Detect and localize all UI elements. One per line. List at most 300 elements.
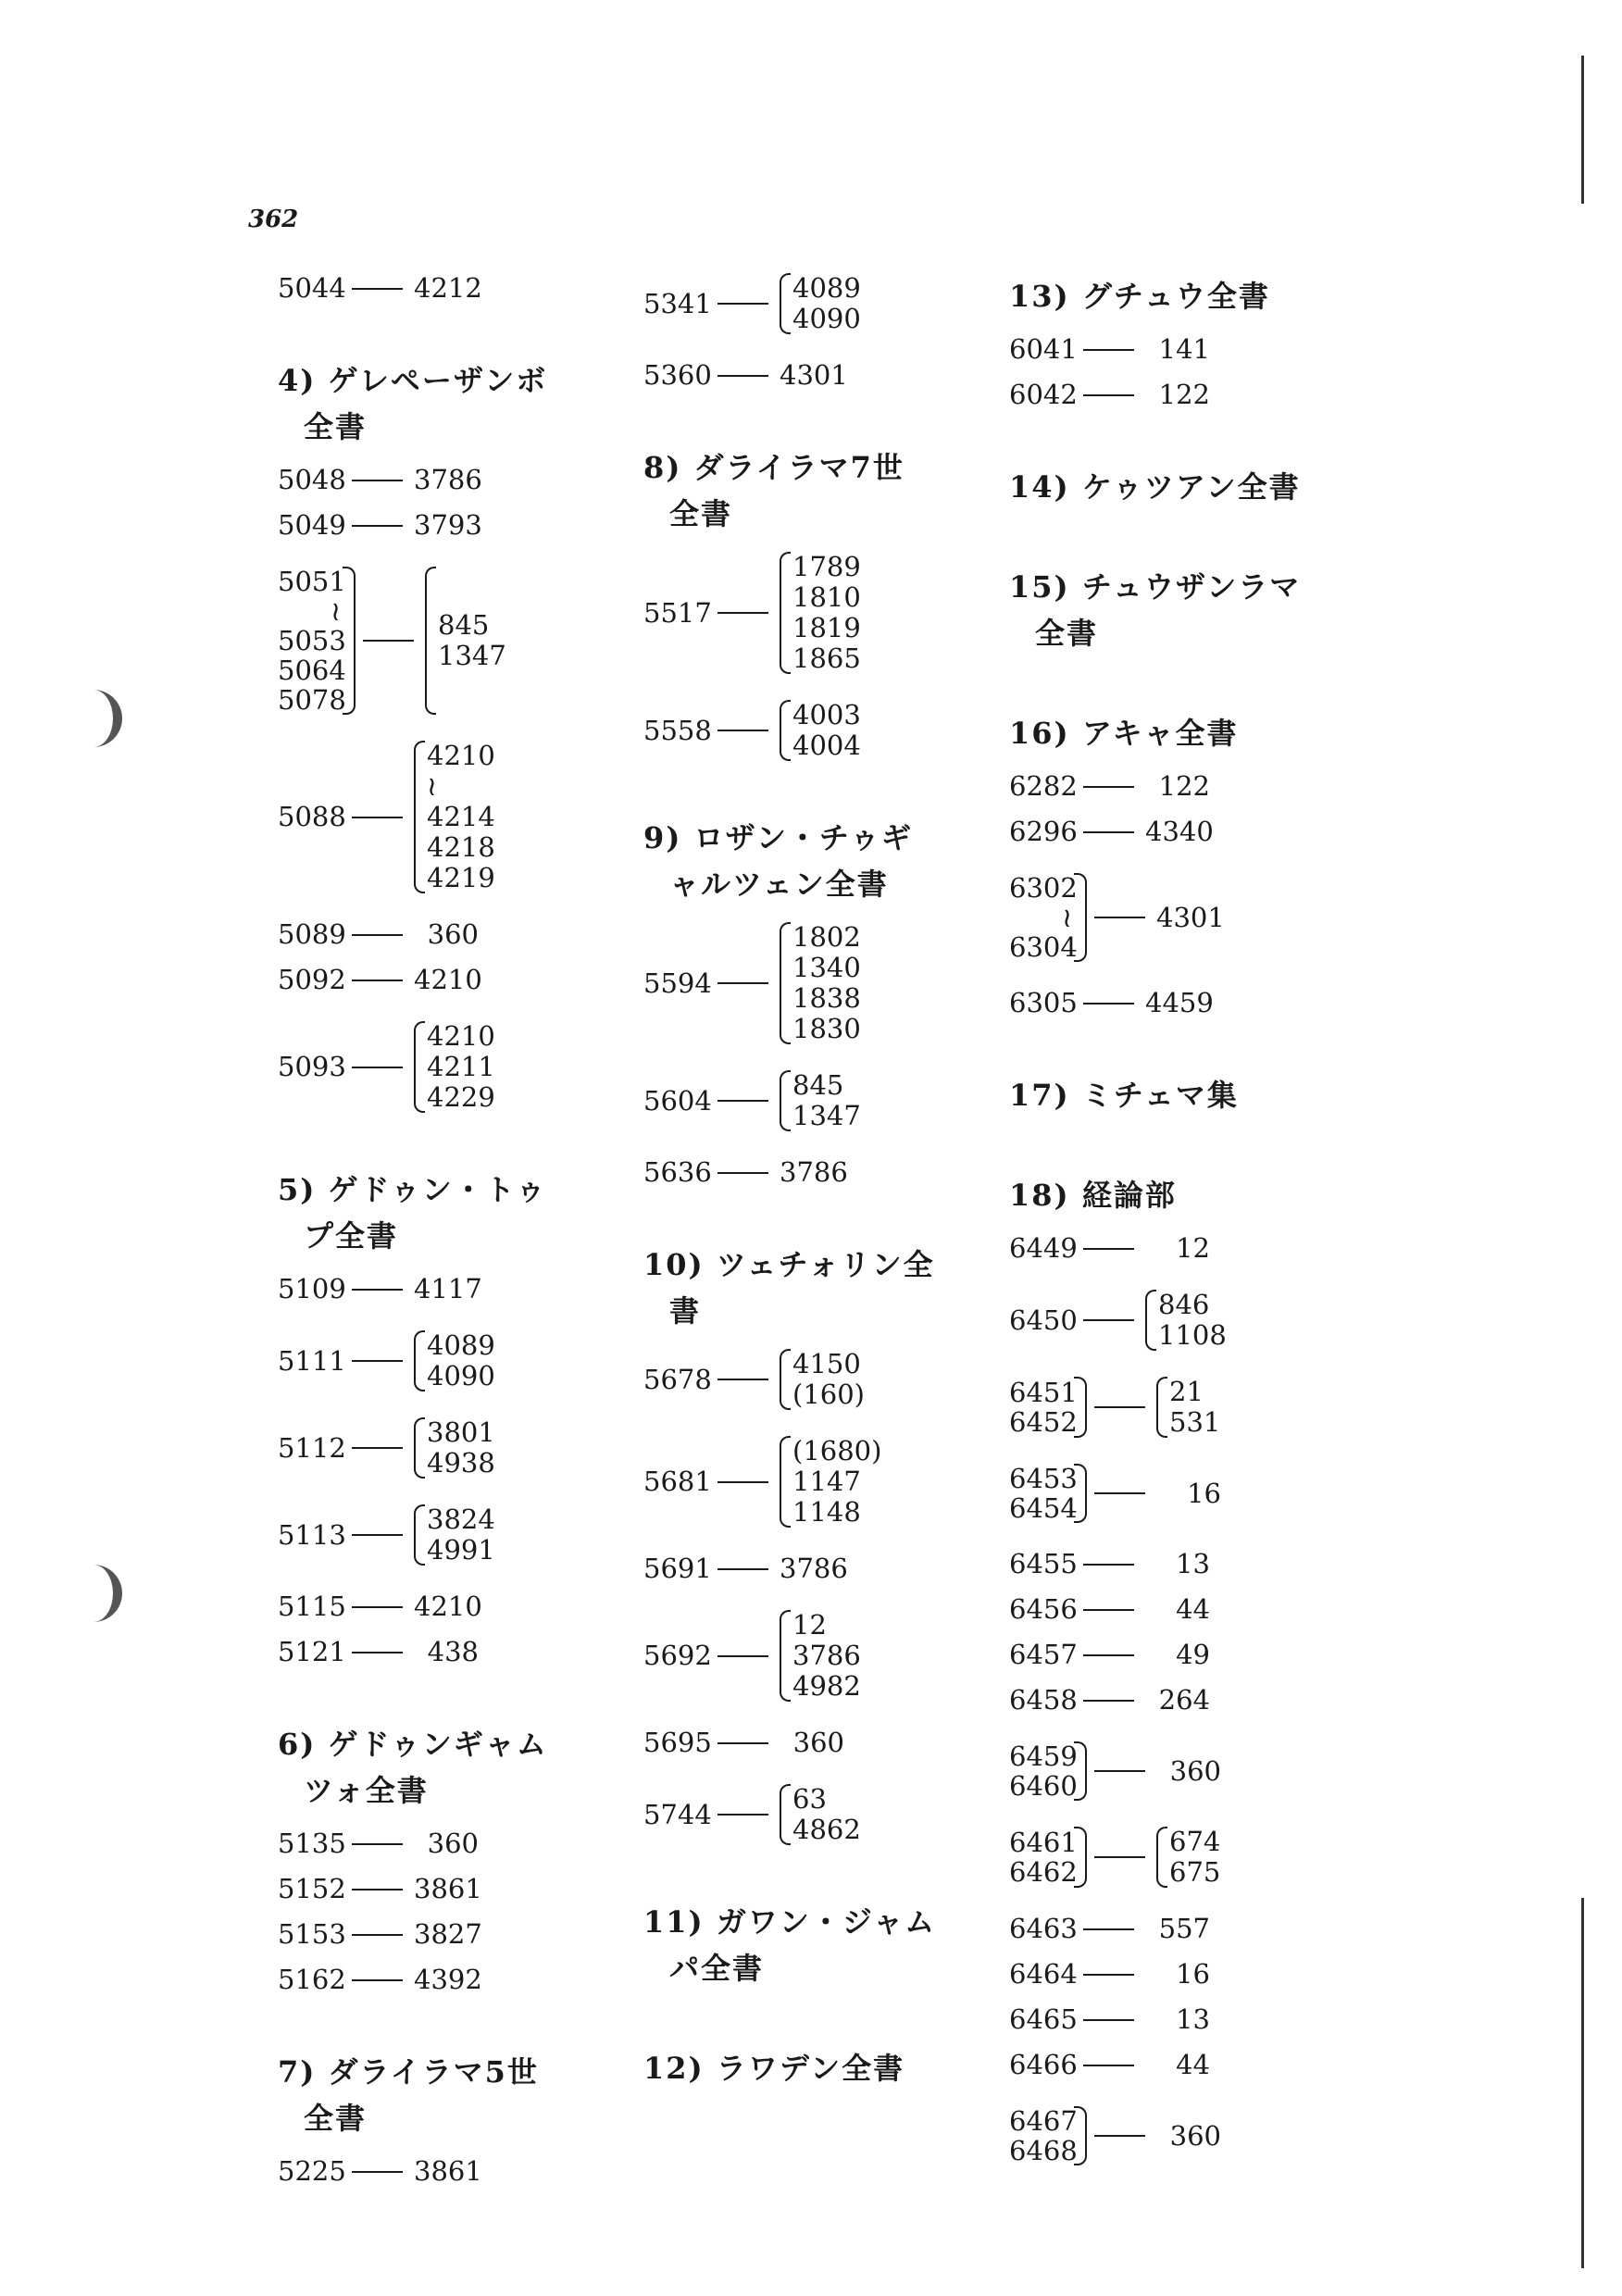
target-number: 4219 xyxy=(427,862,495,893)
source-number: 6450 xyxy=(1009,1304,1078,1336)
source-number: 6304 xyxy=(1009,931,1078,963)
source-number: 6459 xyxy=(1009,1741,1078,1772)
source-numbers xyxy=(278,1918,346,1950)
target-number: 845 xyxy=(792,1069,844,1101)
connector-dash xyxy=(352,1067,403,1068)
index-entry xyxy=(278,1965,639,1995)
index-entry xyxy=(1009,1377,1370,1438)
target-number: 3827 xyxy=(414,1918,482,1950)
source-number: 5636 xyxy=(643,1156,712,1188)
source-number: 5152 xyxy=(278,1873,346,1904)
source-numbers xyxy=(278,1964,346,1995)
target-number: 141 xyxy=(1158,333,1210,365)
target-brace xyxy=(414,741,425,893)
target-numbers xyxy=(792,273,861,334)
index-entry xyxy=(643,1070,1004,1131)
source-numbers xyxy=(643,1466,712,1497)
target-number: 4991 xyxy=(427,1534,495,1566)
section-heading xyxy=(278,2049,639,2141)
target-number: 3861 xyxy=(414,1873,482,1904)
heading-line: 全書 xyxy=(669,496,733,531)
source-number: 6457 xyxy=(1009,1639,1078,1670)
source-number: 6453 xyxy=(1009,1463,1078,1494)
heading-line: プ全書 xyxy=(304,1218,399,1254)
index-entry xyxy=(1009,1549,1370,1579)
connector-dash xyxy=(352,1843,403,1845)
column-left xyxy=(278,273,639,2187)
target-number: 4218 xyxy=(427,831,495,863)
target-brace xyxy=(780,922,791,1044)
target-number: 4938 xyxy=(427,1447,495,1479)
source-number: 5109 xyxy=(278,1273,346,1304)
source-brace xyxy=(343,567,356,715)
target-number: 1108 xyxy=(1158,1319,1227,1351)
section-heading xyxy=(643,1899,1004,1991)
connector-dash xyxy=(717,1172,768,1174)
source-number: 6460 xyxy=(1009,1770,1078,1802)
source-number: 5051 xyxy=(278,566,346,597)
target-numbers xyxy=(1156,1479,1221,1509)
scan-edge-line xyxy=(1581,56,1584,204)
source-numbers xyxy=(278,464,346,495)
source-numbers xyxy=(643,1553,712,1584)
source-number: 5692 xyxy=(643,1640,712,1671)
index-entry xyxy=(278,1637,639,1667)
target-brace xyxy=(414,1504,425,1566)
target-number: 21 xyxy=(1169,1376,1204,1407)
target-numbers xyxy=(1169,1827,1220,1888)
target-numbers xyxy=(792,922,861,1044)
source-numbers xyxy=(278,1828,346,1859)
target-brace xyxy=(414,1021,425,1113)
target-numbers xyxy=(1145,1685,1210,1716)
target-numbers xyxy=(1145,1914,1210,1944)
source-numbers xyxy=(1009,987,1078,1018)
target-number: 4340 xyxy=(1145,816,1214,847)
index-entry xyxy=(1009,1741,1370,1801)
index-entry xyxy=(278,1591,639,1622)
connector-dash xyxy=(1083,349,1134,351)
target-number: 122 xyxy=(1158,379,1210,410)
heading-line: 12) ラワデン全書 xyxy=(643,2051,905,2086)
source-number: 5093 xyxy=(278,1051,346,1082)
target-number: 1865 xyxy=(792,643,861,674)
target-number: 4862 xyxy=(792,1814,861,1845)
target-numbers xyxy=(1145,1549,1210,1579)
source-number: ≀ xyxy=(331,595,341,627)
connector-dash xyxy=(1083,1700,1134,1702)
connector-dash xyxy=(352,480,403,481)
source-numbers xyxy=(278,1344,346,1377)
target-brace xyxy=(780,1349,791,1410)
index-entry xyxy=(1009,1290,1370,1351)
target-number: 4229 xyxy=(427,1081,495,1113)
section-heading xyxy=(1009,564,1370,656)
target-number: 557 xyxy=(1158,1913,1210,1944)
source-number: 5558 xyxy=(643,714,712,746)
source-numbers xyxy=(643,967,712,999)
heading-line: 5) ゲドゥン・トゥ xyxy=(278,1172,547,1207)
target-number: (160) xyxy=(792,1379,865,1410)
target-numbers xyxy=(414,1965,482,1995)
source-brace xyxy=(1074,2106,1087,2165)
source-number: 5695 xyxy=(643,1727,712,1758)
source-number: 5049 xyxy=(278,509,346,541)
source-number: 5053 xyxy=(278,625,346,656)
source-numbers xyxy=(278,1873,346,1904)
section-heading xyxy=(643,444,1004,537)
target-number: 4089 xyxy=(792,272,861,304)
connector-dash xyxy=(717,375,768,377)
index-entry xyxy=(278,2156,639,2187)
source-numbers xyxy=(1009,2105,1078,2166)
target-number: 1347 xyxy=(438,640,506,671)
target-number: 3801 xyxy=(427,1416,495,1448)
target-number: 1810 xyxy=(792,581,861,613)
section-heading xyxy=(278,357,639,450)
index-entry xyxy=(278,741,639,893)
index-entry xyxy=(643,700,1004,761)
source-number: 6458 xyxy=(1009,1684,1078,1716)
source-numbers xyxy=(278,918,346,950)
connector-dash xyxy=(717,982,768,984)
heading-line: 14) ケゥツアン全書 xyxy=(1009,469,1301,505)
target-number: 3786 xyxy=(780,1156,848,1188)
source-number: 6465 xyxy=(1009,2003,1078,2035)
target-number: 1819 xyxy=(792,612,861,643)
target-numbers xyxy=(1145,1640,1210,1670)
source-numbers xyxy=(643,287,712,319)
connector-dash xyxy=(717,1568,768,1570)
source-number: 6464 xyxy=(1009,1958,1078,1990)
connector-dash xyxy=(352,934,403,936)
source-numbers xyxy=(1009,1548,1078,1579)
section-heading xyxy=(1009,273,1370,319)
section-heading xyxy=(278,1167,639,1259)
index-entry xyxy=(1009,988,1370,1018)
target-number: 1802 xyxy=(792,921,861,953)
source-numbers xyxy=(1009,1827,1078,1888)
scan-edge-line-lower xyxy=(1581,1898,1584,2268)
target-numbers xyxy=(414,1828,479,1859)
target-number: 4301 xyxy=(780,359,848,391)
target-numbers xyxy=(414,2156,482,2187)
source-brace xyxy=(1074,1827,1087,1888)
source-number: 5594 xyxy=(643,967,712,999)
source-number: 6461 xyxy=(1009,1827,1078,1858)
target-number: 675 xyxy=(1169,1856,1221,1888)
connector-dash xyxy=(1083,1003,1134,1004)
connector-dash xyxy=(1083,1654,1134,1656)
source-number: 6451 xyxy=(1009,1377,1078,1408)
target-brace xyxy=(780,1436,791,1528)
target-numbers xyxy=(1156,1756,1221,1787)
target-numbers xyxy=(1145,2050,1210,2080)
target-number: 4004 xyxy=(792,730,861,761)
index-entry xyxy=(1009,817,1370,847)
connector-dash xyxy=(1094,1492,1145,1494)
target-brace xyxy=(780,1610,791,1702)
target-number: 3793 xyxy=(414,509,482,541)
connector-dash xyxy=(1083,1609,1134,1611)
target-numbers xyxy=(427,1417,495,1479)
connector-dash xyxy=(352,1979,403,1981)
source-numbers xyxy=(1009,872,1078,963)
source-brace xyxy=(1074,873,1087,962)
connector-dash xyxy=(1083,1564,1134,1566)
target-number: 4089 xyxy=(427,1329,495,1361)
source-numbers xyxy=(1009,379,1078,410)
source-number: 5048 xyxy=(278,464,346,495)
target-number: 4459 xyxy=(1145,987,1214,1018)
source-number: 6041 xyxy=(1009,333,1078,365)
source-number: 5078 xyxy=(278,684,346,716)
index-entry xyxy=(1009,771,1370,802)
source-number: 5112 xyxy=(278,1431,346,1464)
source-numbers xyxy=(1009,1958,1078,1990)
target-number: 3786 xyxy=(414,464,482,495)
target-numbers xyxy=(414,510,482,541)
index-entry xyxy=(1009,873,1370,962)
index-entry xyxy=(1009,380,1370,410)
target-numbers xyxy=(1145,334,1210,365)
heading-line: 書 xyxy=(669,1293,702,1329)
target-number: 4212 xyxy=(414,272,482,304)
target-number: 4210 xyxy=(414,964,482,995)
connector-dash xyxy=(1083,2065,1134,2066)
source-number: 5121 xyxy=(278,1636,346,1667)
target-numbers xyxy=(1145,1594,1210,1625)
target-number: 63 xyxy=(792,1783,827,1815)
target-number: 4211 xyxy=(427,1051,495,1082)
target-numbers xyxy=(414,1637,479,1667)
target-numbers xyxy=(427,1330,495,1391)
connector-dash xyxy=(352,2171,403,2173)
target-brace xyxy=(780,1070,791,1131)
connector-dash xyxy=(717,730,768,731)
binding-mark-upper xyxy=(85,690,122,747)
index-entry xyxy=(1009,1233,1370,1264)
target-number: 12 xyxy=(1176,1232,1210,1264)
source-number: 6452 xyxy=(1009,1406,1078,1438)
source-number: 5517 xyxy=(643,596,712,629)
target-number: 3861 xyxy=(414,2155,482,2187)
target-numbers xyxy=(427,1504,495,1566)
section-heading xyxy=(278,1721,639,1814)
target-numbers xyxy=(414,1591,482,1622)
target-brace xyxy=(414,1417,425,1479)
target-numbers xyxy=(427,741,495,893)
connector-dash xyxy=(1094,1406,1145,1408)
target-number: 4210 xyxy=(427,740,495,771)
source-number: 6282 xyxy=(1009,770,1078,802)
section-heading xyxy=(1009,1172,1370,1218)
target-number: 49 xyxy=(1176,1639,1210,1670)
source-number: 5135 xyxy=(278,1828,346,1859)
index-entry xyxy=(643,552,1004,674)
target-number: 4214 xyxy=(427,801,495,832)
source-numbers xyxy=(1009,816,1078,847)
index-entry xyxy=(278,1330,639,1391)
target-numbers xyxy=(780,1728,844,1758)
index-entry xyxy=(1009,1685,1370,1716)
connector-dash xyxy=(717,1100,768,1102)
column-right xyxy=(1009,273,1370,2165)
target-numbers xyxy=(792,552,861,674)
target-number: 12 xyxy=(792,1609,827,1641)
target-numbers xyxy=(1145,380,1210,410)
source-number: 5153 xyxy=(278,1918,346,1950)
index-entry xyxy=(278,1919,639,1950)
target-number: 360 xyxy=(427,1828,479,1859)
connector-dash xyxy=(1083,2019,1134,2021)
heading-line: 全書 xyxy=(304,409,368,444)
target-number: 360 xyxy=(1169,1754,1221,1787)
target-numbers xyxy=(414,919,479,950)
source-numbers xyxy=(278,1273,346,1304)
connector-dash xyxy=(1083,1319,1134,1321)
heading-line: 6) ゲドゥンギャム xyxy=(278,1727,548,1762)
source-numbers xyxy=(1009,1232,1078,1264)
target-number: 4392 xyxy=(414,1964,482,1995)
source-numbers xyxy=(1009,1684,1078,1716)
target-number: 1148 xyxy=(792,1496,861,1528)
index-entry xyxy=(278,510,639,541)
target-numbers xyxy=(414,965,482,995)
source-numbers xyxy=(278,801,346,832)
target-number: 44 xyxy=(1176,2049,1210,2080)
source-numbers xyxy=(1009,1741,1078,1802)
index-entry xyxy=(278,567,639,715)
source-numbers xyxy=(278,1591,346,1622)
target-brace xyxy=(1145,1290,1156,1351)
heading-line: パ全書 xyxy=(669,1951,765,1986)
source-number: 5064 xyxy=(278,655,346,686)
source-number: 5111 xyxy=(278,1344,346,1377)
source-numbers xyxy=(1009,2003,1078,2035)
connector-dash xyxy=(352,525,403,527)
source-numbers xyxy=(278,509,346,541)
source-numbers xyxy=(643,359,712,391)
heading-line: 9) ロザン・チゥギ xyxy=(643,820,913,855)
index-entry xyxy=(643,1610,1004,1702)
connector-dash xyxy=(352,1447,403,1449)
connector-dash xyxy=(1083,1248,1134,1250)
source-number: 5092 xyxy=(278,964,346,995)
target-numbers xyxy=(792,1436,881,1528)
target-brace xyxy=(780,273,791,334)
index-entry xyxy=(278,965,639,995)
connector-dash xyxy=(717,1481,768,1483)
target-brace xyxy=(414,1330,425,1391)
source-numbers xyxy=(643,596,712,629)
target-brace xyxy=(1156,1827,1167,1888)
source-number: 5089 xyxy=(278,918,346,950)
index-entry xyxy=(278,1021,639,1113)
index-entry xyxy=(278,919,639,950)
target-numbers xyxy=(414,1919,482,1950)
target-number: 360 xyxy=(427,918,479,950)
source-numbers xyxy=(643,1156,712,1188)
target-brace xyxy=(780,1784,791,1845)
target-number: 1347 xyxy=(792,1100,861,1131)
connector-dash xyxy=(352,1652,403,1653)
target-number: 4090 xyxy=(427,1360,495,1391)
source-number: 6305 xyxy=(1009,987,1078,1018)
target-brace xyxy=(1156,1377,1167,1438)
index-entry xyxy=(1009,2050,1370,2080)
source-numbers xyxy=(643,1640,712,1671)
target-number: 4150 xyxy=(792,1348,861,1379)
source-number: 6449 xyxy=(1009,1232,1078,1264)
connector-dash xyxy=(352,1934,403,1936)
heading-line: ャルツェン全書 xyxy=(669,867,889,902)
target-numbers xyxy=(1145,1233,1210,1264)
column-middle xyxy=(643,273,1004,2091)
heading-line: 8) ダライラマ7世 xyxy=(643,450,905,485)
target-numbers xyxy=(1145,2004,1210,2035)
connector-dash xyxy=(1094,1856,1145,1858)
index-entry xyxy=(643,1349,1004,1410)
source-numbers xyxy=(1009,1593,1078,1625)
index-entry xyxy=(643,1554,1004,1584)
index-entry xyxy=(643,273,1004,334)
connector-dash xyxy=(717,303,768,305)
source-numbers xyxy=(278,2155,346,2187)
target-number: 3786 xyxy=(792,1640,861,1671)
connector-dash xyxy=(1083,1928,1134,1930)
source-number: 5113 xyxy=(278,1518,346,1551)
source-numbers xyxy=(278,964,346,995)
source-number: 5341 xyxy=(643,287,712,319)
source-numbers xyxy=(278,566,346,716)
connector-dash xyxy=(352,1289,403,1291)
index-entry xyxy=(1009,1827,1370,1888)
target-number: 3824 xyxy=(427,1504,495,1535)
connector-dash xyxy=(352,980,403,981)
target-number: 13 xyxy=(1176,1548,1210,1579)
target-number: 4210 xyxy=(414,1591,482,1622)
source-numbers xyxy=(278,1431,346,1464)
target-number: 1838 xyxy=(792,982,861,1014)
connector-dash xyxy=(717,1742,768,1744)
connector-dash xyxy=(1083,1974,1134,1976)
source-brace xyxy=(1074,1464,1087,1523)
target-number: 531 xyxy=(1169,1406,1221,1438)
target-number: 1147 xyxy=(792,1466,861,1497)
source-numbers xyxy=(1009,1913,1078,1944)
target-number: 16 xyxy=(1187,1477,1221,1509)
page-number: 362 xyxy=(248,206,299,233)
source-number: 5088 xyxy=(278,801,346,832)
source-number: 6456 xyxy=(1009,1593,1078,1625)
source-numbers xyxy=(278,272,346,304)
source-numbers xyxy=(1009,770,1078,802)
target-number: 360 xyxy=(792,1727,844,1758)
index-entry xyxy=(643,1728,1004,1758)
section-heading xyxy=(643,815,1004,907)
source-numbers xyxy=(1009,2049,1078,2080)
source-number: 6302 xyxy=(1009,872,1078,904)
source-number: 5115 xyxy=(278,1591,346,1622)
index-entry xyxy=(643,360,1004,391)
target-brace xyxy=(425,567,436,715)
target-numbers xyxy=(1145,771,1210,802)
source-number: 5044 xyxy=(278,272,346,304)
target-number: 264 xyxy=(1158,1684,1210,1716)
index-entry xyxy=(278,465,639,495)
target-number: 360 xyxy=(1169,2119,1221,2152)
